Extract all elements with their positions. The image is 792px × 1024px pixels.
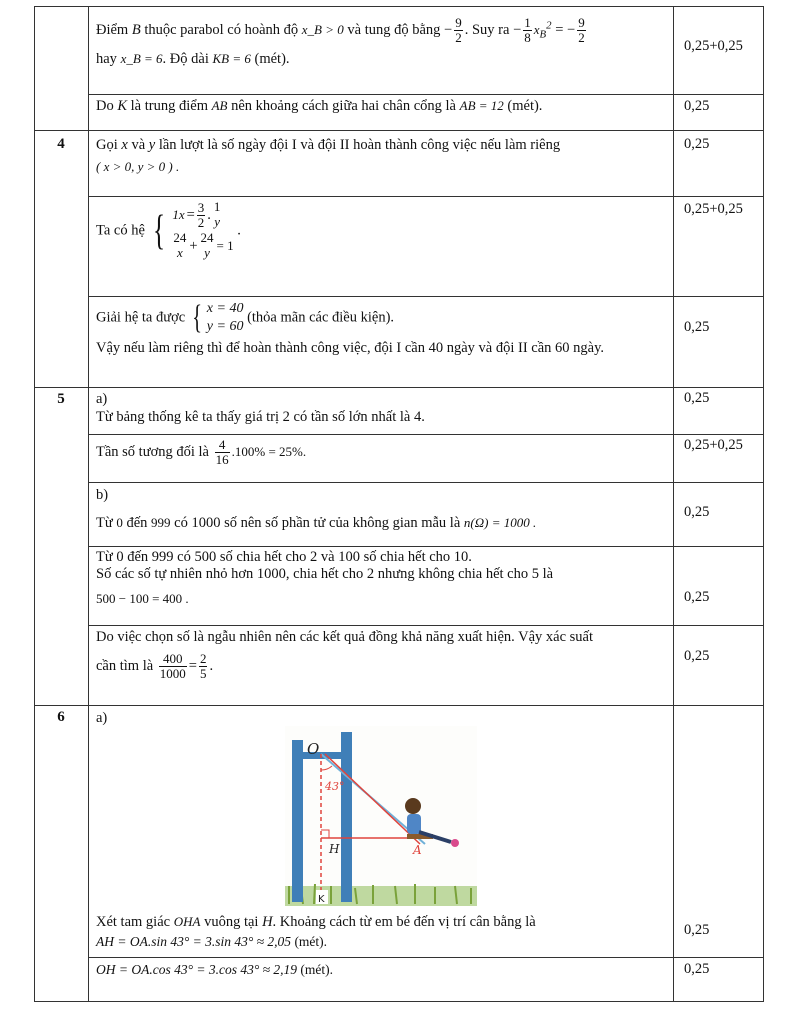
question-number: 6 bbox=[57, 709, 65, 725]
left-brace: { bbox=[152, 208, 165, 255]
label-A: A bbox=[413, 843, 422, 857]
q6-label: a) bbox=[96, 710, 108, 726]
q5-row1-content: a) Từ bảng thống kê ta thấy giá trị 2 có tần số lớn nhất là 4. bbox=[96, 391, 425, 426]
label-O: O bbox=[307, 740, 320, 758]
question-number: 4 bbox=[57, 136, 65, 152]
score: 0,25 bbox=[684, 648, 710, 664]
q6-row2-content: OH = OA.cos 43° = 3.cos 43° ≈ 2,19 (mét). bbox=[96, 962, 334, 977]
label-H: H bbox=[329, 842, 340, 856]
score: 0,25+0,25 bbox=[684, 437, 743, 453]
score: 0,25 bbox=[684, 961, 710, 977]
q4-row2-content: Ta có hệ { 1x = $\frac{3}{2}$ . 1 y 24 x + 24 y = 1 . bbox=[96, 199, 241, 261]
q5-row5-content: Do việc chọn số là ngẫu nhiên nên các kết quả đồng khả năng xuất hiện. Vậy xác suất cần tìm là $\frac{400}{1000}$ = $\frac{2}{5}$ . bbox=[96, 629, 594, 681]
angle-label: 43° bbox=[325, 780, 345, 793]
score: 0,25+0,25 bbox=[684, 201, 743, 217]
score: 0,25 bbox=[684, 390, 710, 406]
q3-row1-line1: Điểm B thuộc parabol có hoành độ x_B > 0 và tung độ bằng − $\frac{9}{2}$ . Suy ra − $\frac{1}{8}$ $x_B^2$ = − $\frac{9}{2}$ bbox=[96, 15, 585, 46]
fraction: $\frac{9}{2}$ bbox=[455, 15, 462, 46]
question-number: 5 bbox=[57, 391, 65, 407]
q5-row2-content: Tần số tương đối là $\frac{4}{16}$ .100% = 25%. bbox=[96, 437, 307, 468]
q3-row1-line2: hay x_B = 6. Độ dài KB = 6 (mét). bbox=[96, 50, 290, 67]
label-K: K bbox=[318, 894, 325, 905]
fraction: $\frac{9}{2}$ bbox=[578, 15, 585, 46]
q4-row1-content: Gọi x và y lần lượt là số ngày đội I và đội II hoàn thành công việc nếu làm riêng ( x > 0, y > 0 ) . bbox=[96, 137, 561, 174]
q6-row1-content: Xét tam giác OHA vuông tại H. Khoảng cách từ em bé đến vị trí cân bằng là AH = OA.sin 43° = 3.sin 43° ≈ 2,05 (mét). bbox=[96, 914, 536, 949]
score: 0,25 bbox=[684, 922, 710, 938]
score: 0,25 bbox=[684, 589, 710, 605]
equation-system: 1x = $\frac{3}{2}$ . 1 y 24 x + 24 y = 1 bbox=[172, 199, 234, 261]
score: 0,25 bbox=[684, 98, 710, 114]
score: 0,25 bbox=[684, 136, 710, 152]
score: 0,25 bbox=[684, 319, 710, 335]
q5-row4-content: Từ 0 đến 999 có 500 số chia hết cho 2 và 100 số chia hết cho 10. Số các số tự nhiên nhỏ hơn 1000, chia hết cho 2 nhưng không chia hết cho 5 là 500 − 100 = 400 . bbox=[96, 549, 554, 607]
q3-row1-content bbox=[96, 16, 668, 69]
q5-row3-content: b) Từ 0 đến 999 có 1000 số nên số phần tử của không gian mẫu là n(Ω) = 1000 . bbox=[96, 487, 537, 531]
score: 0,25 bbox=[684, 504, 710, 520]
score: 0,25+0,25 bbox=[684, 38, 743, 54]
swing-figure bbox=[285, 726, 477, 906]
q4-row3-content: Giải hệ ta được { x = 40 y = 60 (thỏa mãn các điều kiện). Vậy nếu làm riêng thì để hoàn thành công việc, đội I cần 40 ngày và đội II cần 60 ngày. bbox=[96, 299, 605, 357]
left-pole bbox=[292, 740, 303, 902]
fraction: $\frac{1}{8}$ bbox=[524, 15, 531, 46]
q3-row2-content: Do K là trung điểm AB nên khoảng cách giữa hai chân cổng là AB = 12 (mét). bbox=[96, 98, 543, 114]
